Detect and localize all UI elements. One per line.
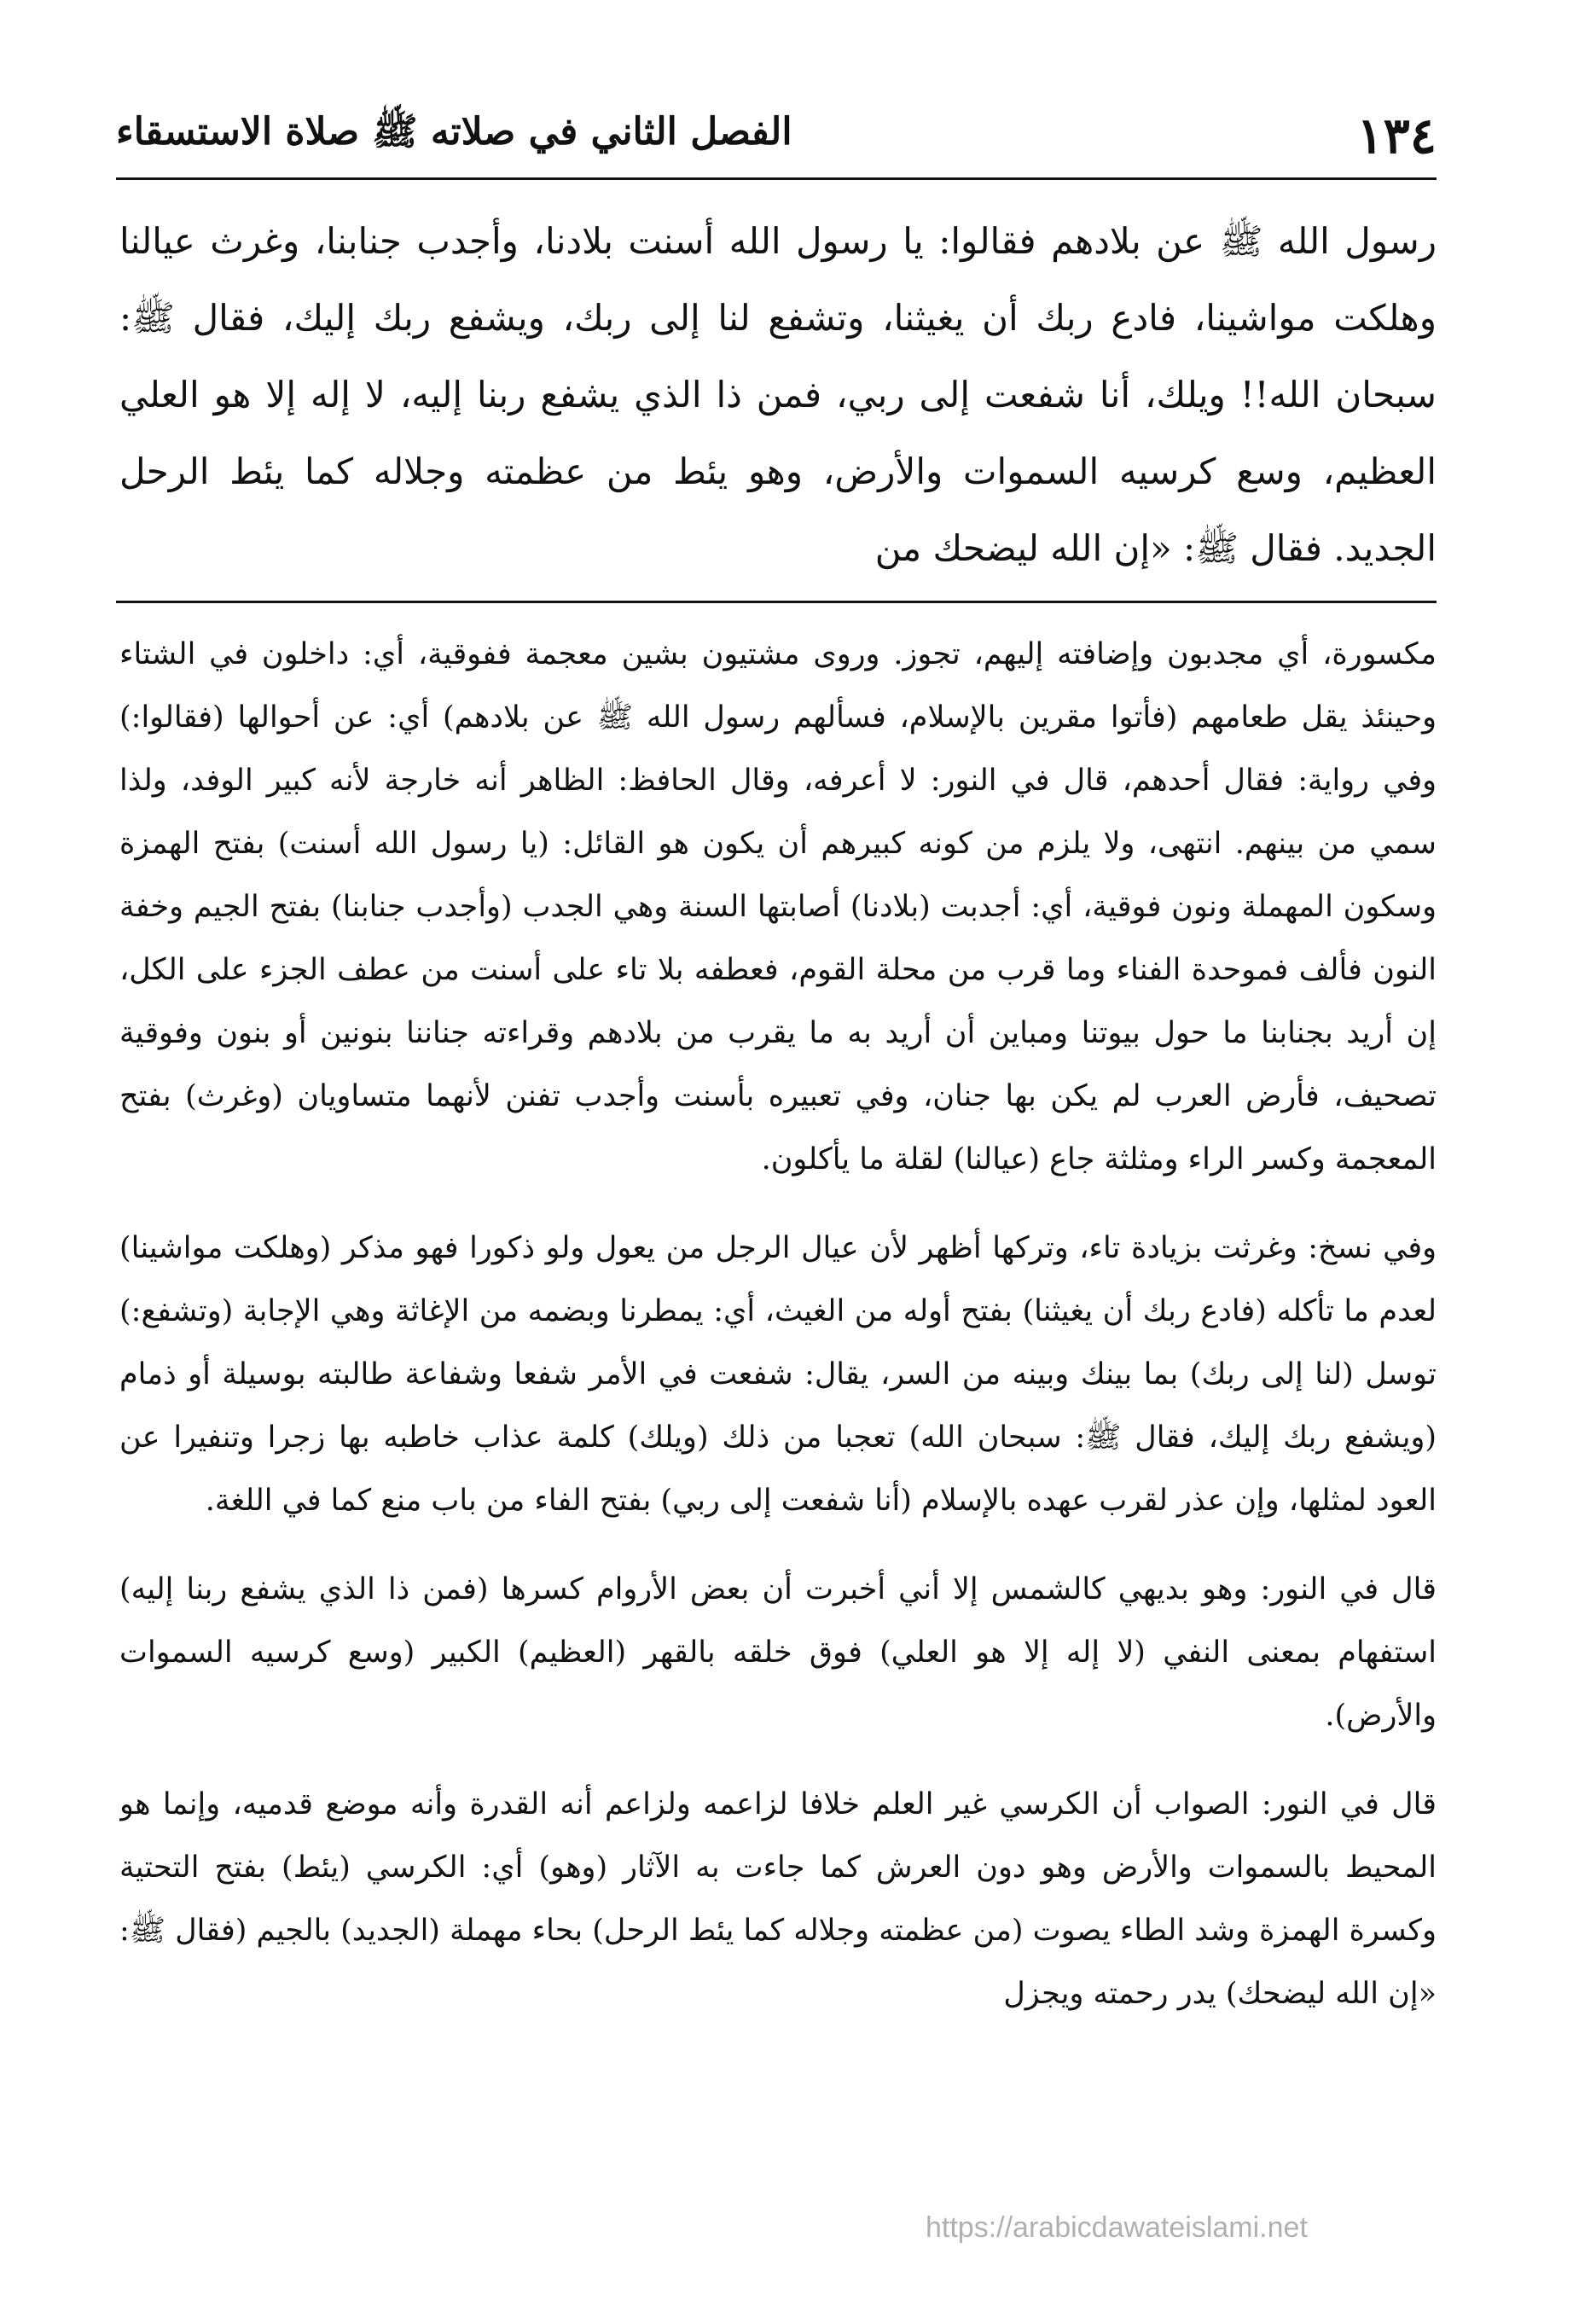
commentary-paragraph: وفي نسخ: وغرثت بزيادة تاء، وتركها أظهر لأن عيال الرجل من يعول ولو ذكورا فهو مذكر (وهلكت مواشينا) لعدم ما تأكله (فادع ربك أن يغيثنا) بفتح أوله من الغيث، أي: يمطرنا وبضمه من الإغاثة وهي الإجابة (وتشفع:) توسل (لنا إلى ربك) بما بينك وبينه من السر، يقال: شفعت في الأمر شفعا وشفاعة طالبته بوسيلة أو ذمام (ويشفع ربك إليك، فقال ﷺ: سبحان الله) تعجبا من ذلك (ويلك) كلمة عذاب خاطبه بها زجرا وتنفيرا عن العود لمثلها، وإن عذر لقرب عهده بالإسلام (أنا شفعت إلى ربي) بفتح الفاء من باب منع كما في اللغة. (119, 1231, 1437, 1518)
main-text: رسول الله ﷺ عن بلادهم فقالوا: يا رسول الله أسنت بلادنا، وأجدب جنابنا، وغرث عيالنا وهلكت مواشينا، فادع ربك أن يغيثنا، وتشفع لنا إلى ربك، ويشفع ربك إليك، فقال ﷺ: سبحان الله!! ويلك، أنا شفعت إلى ربي، فمن ذا الذي يشفع ربنا إليه، لا إله إلا هو العلي العظيم، وسع كرسيه السموات والأرض، وهو يئط من عظمته وجلاله كما يئط الرحل الجديد. فقال ﷺ: «إن الله ليضحك من (119, 220, 1437, 569)
main-text-divider (116, 601, 1437, 603)
running-title: الفصل الثاني في صلاته ﷺ صلاة الاستسقاء (116, 110, 792, 154)
commentary-paragraph: قال في النور: وهو بديهي كالشمس إلا أني أخبرت أن بعض الأروام كسرها (فمن ذا الذي يشفع ربنا إليه) استفهام بمعنى النفي (لا إله إلا هو العلي) فوق خلقه بالقهر (العظيم) الكبير (وسع كرسيه السموات والأرض). (119, 1572, 1437, 1733)
commentary (119, 623, 1437, 2210)
page-header (116, 101, 1437, 171)
watermark-url: https://arabicdawateislami.net (926, 2211, 1308, 2244)
commentary-paragraph: قال في النور: الصواب أن الكرسي غير العلم خلافا لزاعمه ولزاعم أنه القدرة وأنه موضع قدميه، وإنما هو المحيط بالسموات والأرض وهو دون العرش كما جاءت به الآثار (وهو) أي: الكرسي (يئط) بفتح التحتية وكسرة الهمزة وشد الطاء يصوت (من عظمته وجلاله كما يئط الرحل) بحاء مهملة (الجديد) بالجيم (فقال ﷺ: «إن الله ليضحك) يدر رحمته ويجزل (119, 1787, 1437, 2011)
page-number: ١٣٤ (1356, 107, 1437, 165)
commentary-paragraph: مكسورة، أي مجدبون وإضافته إليهم، تجوز. وروى مشتيون بشين معجمة ففوقية، أي: داخلون في الشتاء وحينئذ يقل طعامهم (فأتوا مقرين بالإسلام، فسألهم رسول الله ﷺ عن بلادهم) أي: عن أحوالها (فقالوا:) وفي رواية: فقال أحدهم، قال في النور: لا أعرفه، وقال الحافظ: الظاهر أنه خارجة لأنه كبير الوفد، ولذا سمي من بينهم. انتهى، ولا يلزم من كونه كبيرهم أن يكون هو القائل: (يا رسول الله أسنت) بفتح الهمزة وسكون المهملة ونون فوقية، أي: أجدبت (بلادنا) أصابتها السنة وهي الجدب (وأجدب جنابنا) بفتح الجيم وخفة النون فألف فموحدة الفناء وما قرب من محلة القوم، فعطفه بلا تاء على أسنت من عطف الجزء على الكل، إن أريد بجنابنا ما حول بيوتنا ومباين أن أريد به ما يقرب من بلادهم وقراءته جناننا بنونين أو بنون وفوقية تصحيف، فأرض العرب لم يكن بها جنان، وفي تعبيره بأسنت وأجدب تفنن لأنهما متساويان (وغرث) بفتح المعجمة وكسر الراء ومثلثة جاع (عيالنا) لقلة ما يأكلون. (119, 637, 1437, 1177)
header-divider (116, 177, 1437, 180)
